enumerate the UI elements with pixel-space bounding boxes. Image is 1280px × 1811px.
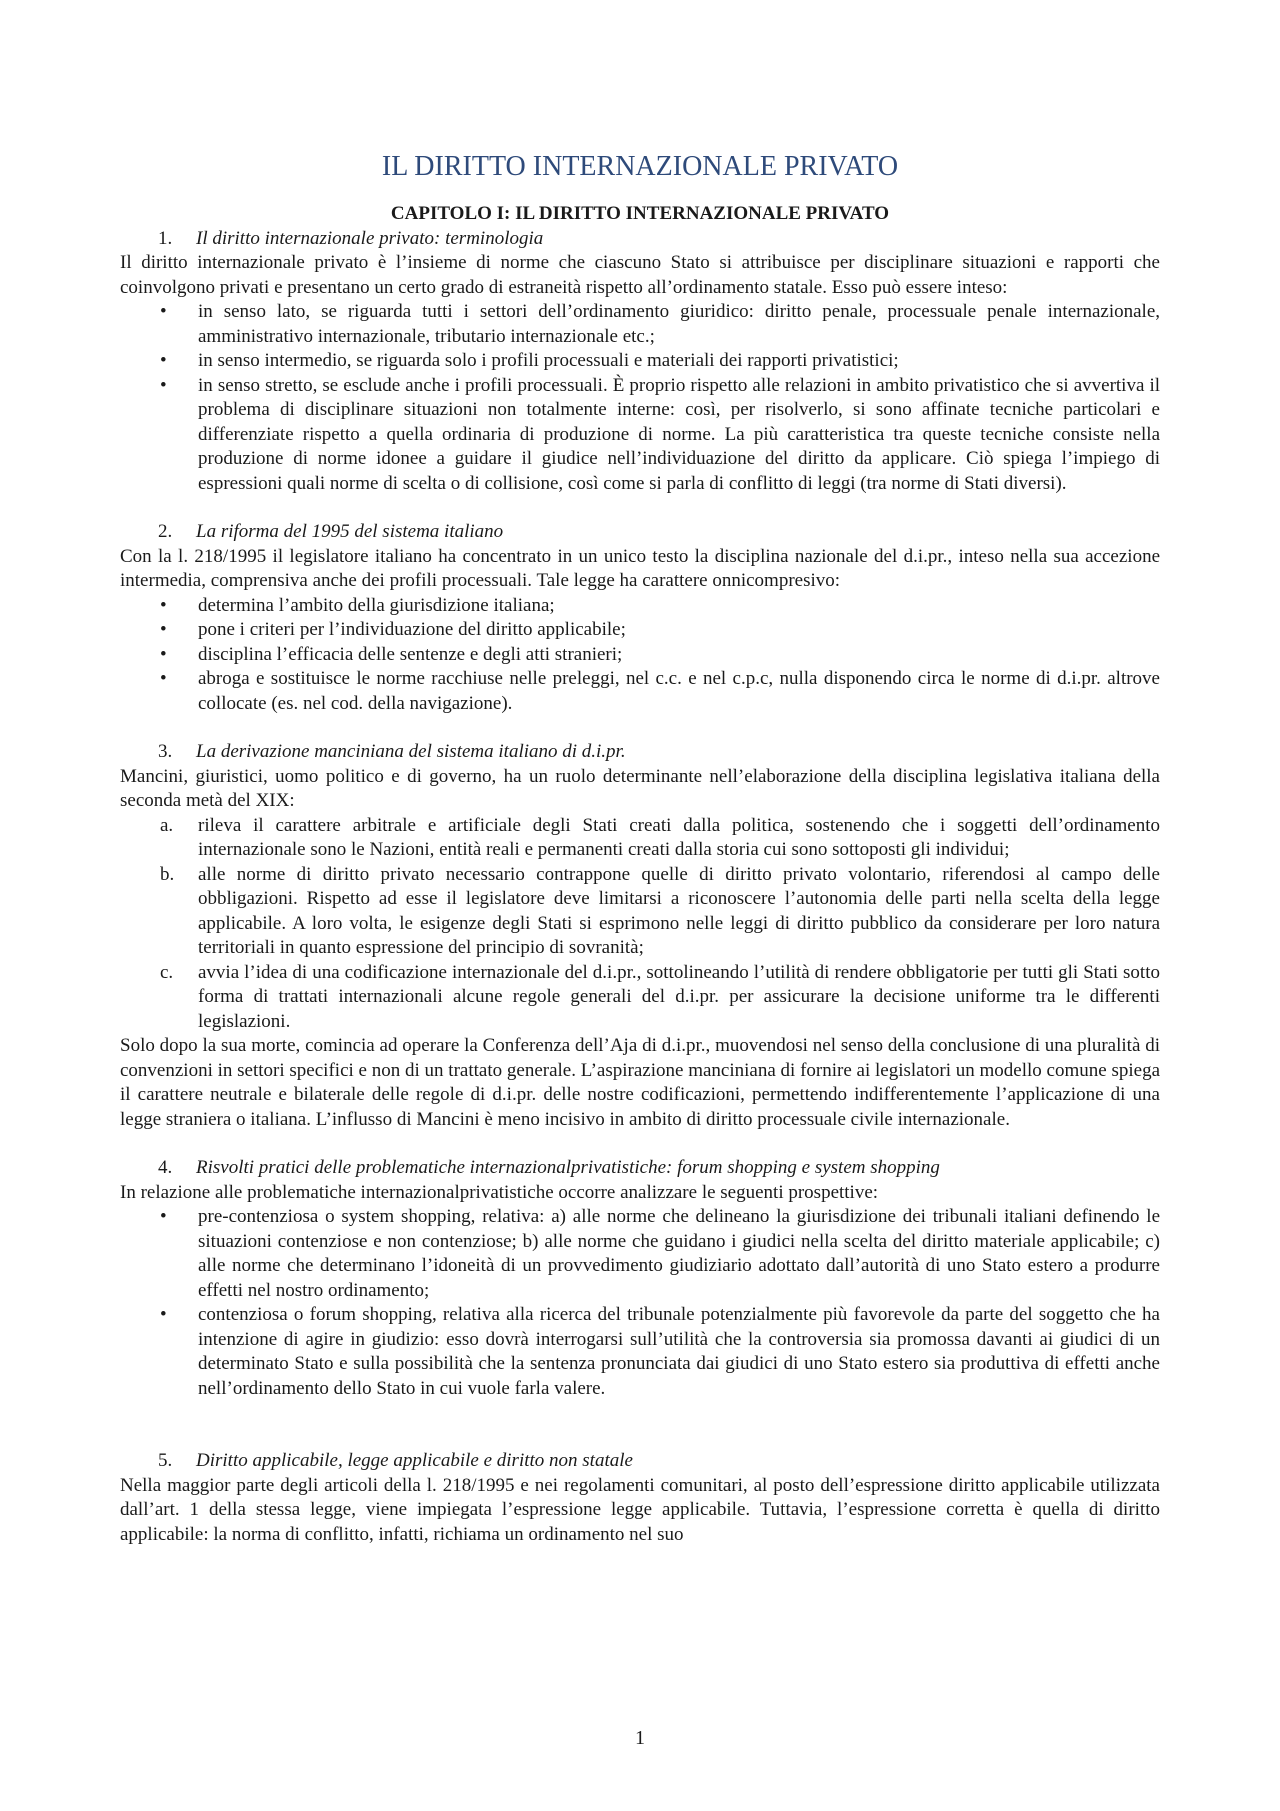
section-title: Risvolti pratici delle problematiche internazionalprivatistiche: forum shopping e system shopping [196,1157,940,1178]
chapter-heading: CAPITOLO I: IL DIRITTO INTERNAZIONALE PRIVATO [390,203,890,224]
bullet-marker: • [160,301,167,322]
section-title: La derivazione manciniana del sistema italiano di d.i.pr. [196,741,626,762]
list-item [120,594,1160,619]
list-item [120,300,1160,349]
bullet-list [120,594,1160,717]
list-item-text: in senso lato, se riguarda tutti i settori dell’ordinamento giuridico: diritto penale, processuale penale internazionale, amministrativo internazionale, tributario internazionale etc.; [198,301,1160,347]
list-item-text: disciplina l’efficacia delle sentenze e degli atti stranieri; [198,643,623,665]
list-item [120,814,1160,863]
section-heading-4 [120,1156,1160,1181]
list-item [120,667,1160,716]
bullet-marker: • [160,350,167,371]
letter-marker: b. [160,863,175,885]
bullet-list [120,1205,1160,1401]
document-page [120,150,1160,1547]
list-item [120,961,1160,1035]
lettered-list [120,814,1160,1035]
section-paragraph: Con la l. 218/1995 il legislatore italiano ha concentrato in un unico testo la disciplina nazionale del d.i.pr., inteso nella sua accezione intermedia, comprensiva anche dei profili processuali. Tale legge ha carattere onnicompresivo: [120,545,1160,591]
list-item-text: contenziosa o forum shopping, relativa alla ricerca del tribunale potenzialmente più favorevole da parte del soggetto che ha intenzione di agire in giudizio: esso dovrà interrogarsi sull’utilità che la controversia sia promossa davanti ai giudici di un determinato Stato e sulla possibilità che la sentenza pronunciata dai giudici di uno Stato estero sia produttiva di effetti anche nell’ordinamento dello Stato in cui vuole farla valere. [198,1304,1160,1399]
list-item [120,1303,1160,1401]
list-item-text: rileva il carattere arbitrale e artificiale degli Stati creati dalla politica, sostenendo che i soggetti dell’ordinamento internazionale sono le Nazioni, entità reali e permanenti creati dalla storia cui sono sottoposti gli individui; [198,814,1160,860]
section-paragraph: Nella maggior parte degli articoli della l. 218/1995 e nei regolamenti comunitari, al posto dell’espressione diritto applicabile utilizzata dall’art. 1 della stessa legge, viene impiegata l’espressione legge applicabile. Tuttavia, l’espressione corretta è quella di diritto applicabile: la norma di conflitto, infatti, richiama un ordinamento nel suo [120,1474,1160,1545]
bullet-marker: • [160,374,167,396]
section-number: 5. [158,1450,173,1471]
letter-marker: c. [160,961,174,983]
document-title: IL DIRITTO INTERNAZIONALE PRIVATO [381,151,899,182]
section-paragraph: Solo dopo la sua morte, comincia ad operare la Conferenza dell’Aja di d.i.pr., muovendosi nel senso della conclusione di una pluralità di convenzioni in settori specifici e non di un trattato generale. L’aspirazione manciniana di fornire ai legislatori un modello comune spiega il carattere neutrale e bilaterale delle regole di d.i.pr. delle nostre codificazioni, permettendo indifferentemente l’applicazione di una legge straniera o italiana. L’influsso di Mancini è meno incisivo in ambito di diritto processuale civile internazionale. [120,1035,1160,1130]
bullet-marker: • [160,643,167,665]
list-item-text: in senso intermedio, se riguarda solo i profili processuali e materiali dei rapporti privatistici; [198,350,899,371]
section-heading-5 [120,1449,1160,1474]
section-title: La riforma del 1995 del sistema italiano [196,521,504,542]
bullet-list [120,300,1160,496]
list-item [120,618,1160,643]
list-item [120,863,1160,961]
list-item-text: pone i criteri per l’individuazione del diritto applicabile; [198,619,626,640]
list-item-text: in senso stretto, se esclude anche i profili processuali. È proprio rispetto alle relazioni in ambito privatistico che si avvertiva il problema di disciplinare situazioni non totalmente interne: così, per risolverlo, si sono affinate tecniche particolari e differenziate rispetto a quella ordinaria di produzione di norme. La più caratteristica tra queste tecniche consiste nella produzione di norme idonee a guidare il giudice nell’individuazione del diritto da applicare. Ciò spiega l’impiego di espressioni quali norme di scelta o di collisione, così come si parla di conflitto di leggi (tra norme di Stati diversi). [198,374,1160,494]
section-paragraph: Mancini, giuristici, uomo politico e di governo, ha un ruolo determinante nell’elaborazione della disciplina legislativa italiana della seconda metà del XIX: [120,765,1160,811]
list-item [120,349,1160,374]
list-item-text: abroga e sostituisce le norme racchiuse nelle preleggi, nel c.c. e nel c.p.c, nulla disponendo circa le norme di d.i.pr. altrove collocate (es. nel cod. della navigazione). [198,668,1160,714]
letter-marker: a. [160,814,174,836]
page-number: 1 [635,1727,645,1749]
list-item [120,374,1160,497]
section-title: Il diritto internazionale privato: terminologia [196,227,544,249]
list-item-text: alle norme di diritto privato necessario contrappone quelle di diritto privato volontario, riferendosi al campo delle obbligazioni. Rispetto ad esse il legislatore deve limitarsi a riconoscere l’autonomia delle parti nella scelta della legge applicabile. A loro volta, le esigenze degli Stati si esprimono nelle leggi di diritto pubblico da considerare per loro natura territoriali in quanto espressione del principio di sovranità; [198,863,1160,958]
section-title: Diritto applicabile, legge applicabile e diritto non statale [196,1450,633,1471]
bullet-marker: • [160,668,167,689]
list-item-text: determina l’ambito della giurisdizione italiana; [198,594,555,616]
list-item-text: avvia l’idea di una codificazione internazionale del d.i.pr., sottolineando l’utilità di rendere obbligatorie per tutti gli Stati sotto forma di trattati internazionali alcune regole generali del d.i.pr. per assicurare la decisione uniforme tra le differenti legislazioni. [198,961,1160,1032]
bullet-marker: • [160,1206,167,1227]
list-item [120,643,1160,668]
bullet-marker: • [160,594,167,616]
section-number: 4. [158,1157,173,1178]
section-heading-2 [120,520,1160,545]
section-number: 3. [158,741,173,762]
list-item-text: pre-contenziosa o system shopping, relativa: a) alle norme che delineano la giurisdizione dei tribunali italiani definendo le situazioni contenziose e non contenziose; b) alle norme che guidano i giudici nella scelta del diritto materiale applicabile; c) alle norme che determinano l’idoneità di un provvedimento giudiziario adottato dall’autorità di uno Stato estero a produrre effetti nel nostro ordinamento; [198,1206,1160,1301]
section-number: 2. [158,521,173,542]
bullet-marker: • [160,619,167,640]
section-paragraph: In relazione alle problematiche internazionalprivatistiche occorre analizzare le seguenti prospettive: [120,1181,879,1203]
section-number: 1. [158,227,173,249]
list-item [120,1205,1160,1303]
bullet-marker: • [160,1304,167,1325]
section-heading-3 [120,740,1160,765]
section-heading-1 [120,227,1160,252]
section-paragraph: Il diritto internazionale privato è l’insieme di norme che ciascuno Stato si attribuisce per disciplinare situazioni e rapporti che coinvolgono privati e presentano un certo grado di estraneità rispetto all’ordinamento statale. Esso può essere inteso: [120,252,1160,298]
